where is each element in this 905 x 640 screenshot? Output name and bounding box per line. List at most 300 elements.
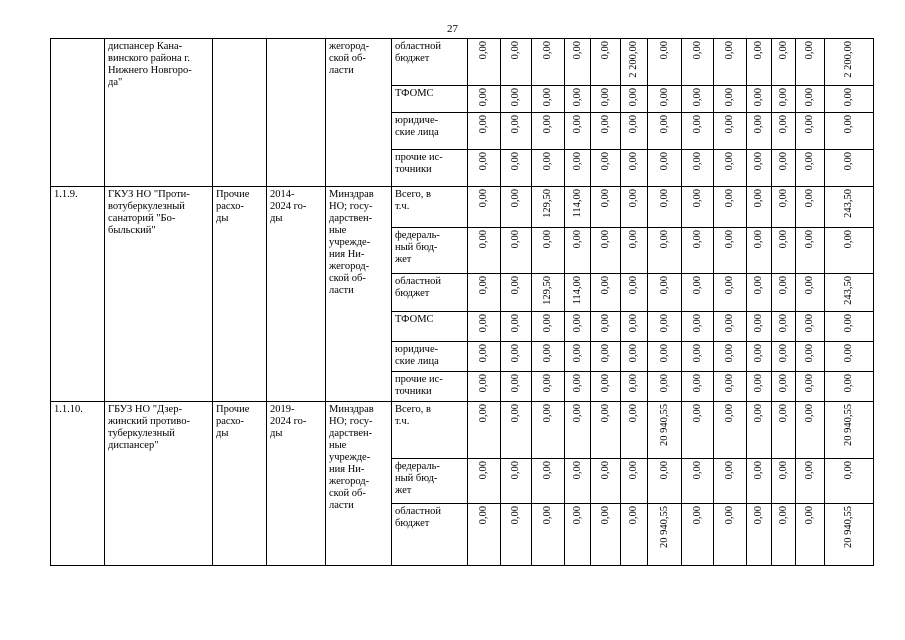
amount-cell <box>468 459 501 504</box>
amount-value: 0,00 <box>753 314 764 333</box>
amount-cell <box>501 312 532 342</box>
amount-cell <box>565 504 591 566</box>
amount-cell <box>565 402 591 459</box>
row-code: 1.1.10. <box>51 402 105 566</box>
amount-value: 0,00 <box>628 404 639 423</box>
amount-value: 0,00 <box>658 461 670 480</box>
amount-cell <box>621 274 648 312</box>
amount-value: 0,00 <box>777 276 789 295</box>
amount-value: 0,00 <box>691 88 703 107</box>
amount-cell <box>825 228 874 274</box>
amount-cell <box>468 312 501 342</box>
amount-value: 0,00 <box>658 374 670 393</box>
amount-value: 0,00 <box>804 88 815 107</box>
amount-cell <box>747 402 772 459</box>
amount-value: 114,00 <box>571 276 583 305</box>
amount-cell <box>714 459 747 504</box>
amount-cell <box>468 504 501 566</box>
amount-cell <box>591 312 621 342</box>
amount-cell <box>747 187 772 228</box>
amount-value: 243,50 <box>843 189 854 219</box>
amount-value: 0,00 <box>571 41 583 60</box>
amount-value: 0,00 <box>510 276 521 295</box>
amount-cell <box>532 187 565 228</box>
amount-cell <box>621 342 648 372</box>
amount-value: 0,00 <box>571 506 583 525</box>
amount-value: 0,00 <box>724 41 735 60</box>
amount-cell <box>532 39 565 86</box>
amount-cell <box>501 274 532 312</box>
amount-cell <box>772 312 796 342</box>
amount-cell <box>468 274 501 312</box>
institution-name: диспансер Кана- винского района г. Нижнего Новгоро- да" <box>105 39 213 187</box>
amount-cell <box>468 402 501 459</box>
funding-source: ТФОМС <box>392 312 468 342</box>
amount-cell <box>747 150 772 187</box>
amount-cell <box>532 228 565 274</box>
amount-cell <box>772 504 796 566</box>
amount-cell <box>621 402 648 459</box>
amount-cell <box>532 86 565 113</box>
amount-value: 0,00 <box>777 404 789 423</box>
funding-source: прочие ис- точники <box>392 150 468 187</box>
expense-type: Прочие расхо- ды <box>213 402 267 566</box>
amount-value: 0,00 <box>658 189 670 208</box>
amount-value: 0,00 <box>599 115 611 134</box>
amount-value: 0,00 <box>777 189 789 208</box>
amount-cell <box>796 342 825 372</box>
amount-cell <box>648 504 682 566</box>
amount-value: 20 940,55 <box>843 506 854 549</box>
amount-value: 129,50 <box>542 276 553 306</box>
amount-cell <box>682 150 714 187</box>
amount-value: 0,00 <box>804 314 815 333</box>
amount-value: 0,00 <box>724 230 735 249</box>
amount-value: 0,00 <box>510 374 521 393</box>
amount-value: 0,00 <box>571 115 583 134</box>
amount-value: 0,00 <box>658 115 670 134</box>
amount-value: 0,00 <box>628 276 639 295</box>
amount-cell <box>532 274 565 312</box>
amount-cell <box>468 187 501 228</box>
amount-value: 0,00 <box>599 404 611 423</box>
amount-cell <box>648 187 682 228</box>
amount-value: 0,00 <box>691 230 703 249</box>
amount-value: 0,00 <box>510 189 521 208</box>
amount-cell <box>714 187 747 228</box>
amount-value: 0,00 <box>777 115 789 134</box>
amount-value: 0,00 <box>724 115 735 134</box>
amount-value: 0,00 <box>542 506 553 525</box>
amount-value: 0,00 <box>542 314 553 333</box>
amount-value: 0,00 <box>571 404 583 423</box>
amount-value: 0,00 <box>478 41 489 60</box>
amount-cell <box>501 402 532 459</box>
amount-value: 0,00 <box>724 152 735 171</box>
amount-value: 0,00 <box>724 88 735 107</box>
amount-cell <box>621 86 648 113</box>
amount-value: 0,00 <box>691 189 703 208</box>
amount-value: 0,00 <box>478 344 489 363</box>
amount-value: 0,00 <box>599 374 611 393</box>
amount-value: 0,00 <box>753 230 764 249</box>
amount-value: 0,00 <box>691 41 703 60</box>
amount-value: 0,00 <box>804 152 815 171</box>
amount-cell <box>591 113 621 150</box>
funding-source: юридиче- ские лица <box>392 342 468 372</box>
amount-value: 20 940,55 <box>658 404 670 447</box>
amount-value: 0,00 <box>542 404 553 423</box>
funding-source: Всего, в т.ч. <box>392 187 468 228</box>
amount-cell <box>772 113 796 150</box>
amount-value: 0,00 <box>753 88 764 107</box>
amount-value: 0,00 <box>658 41 670 60</box>
amount-cell <box>825 372 874 402</box>
amount-value: 0,00 <box>599 41 611 60</box>
amount-cell <box>772 372 796 402</box>
amount-value: 0,00 <box>478 374 489 393</box>
table-row <box>51 402 874 459</box>
amount-value: 0,00 <box>658 314 670 333</box>
amount-cell <box>468 113 501 150</box>
amount-cell <box>714 150 747 187</box>
amount-cell <box>648 402 682 459</box>
amount-value: 0,00 <box>599 189 611 208</box>
amount-cell <box>682 86 714 113</box>
amount-cell <box>714 342 747 372</box>
amount-cell <box>747 372 772 402</box>
funding-source: юридиче- ские лица <box>392 113 468 150</box>
amount-value: 0,00 <box>599 461 611 480</box>
amount-cell <box>621 372 648 402</box>
amount-cell <box>591 342 621 372</box>
amount-value: 0,00 <box>691 461 703 480</box>
amount-value: 2 200,00 <box>843 41 854 78</box>
amount-cell <box>714 113 747 150</box>
executor: жегород- ской об- ласти <box>326 39 392 187</box>
amount-value: 0,00 <box>691 404 703 423</box>
amount-value: 0,00 <box>804 41 815 60</box>
amount-value: 0,00 <box>510 344 521 363</box>
amount-value: 0,00 <box>599 314 611 333</box>
amount-value: 0,00 <box>599 276 611 295</box>
amount-cell <box>532 150 565 187</box>
amount-value: 0,00 <box>843 230 854 249</box>
amount-cell <box>796 113 825 150</box>
amount-value: 0,00 <box>724 404 735 423</box>
amount-cell <box>648 459 682 504</box>
amount-value: 0,00 <box>599 230 611 249</box>
amount-cell <box>682 342 714 372</box>
funding-source: прочие ис- точники <box>392 372 468 402</box>
amount-value: 0,00 <box>658 230 670 249</box>
amount-cell <box>532 402 565 459</box>
amount-value: 0,00 <box>599 344 611 363</box>
amount-cell <box>468 342 501 372</box>
amount-cell <box>796 150 825 187</box>
amount-cell <box>772 150 796 187</box>
amount-cell <box>591 86 621 113</box>
amount-cell <box>714 228 747 274</box>
amount-cell <box>747 504 772 566</box>
amount-value: 0,00 <box>542 152 553 171</box>
amount-cell <box>682 39 714 86</box>
amount-cell <box>532 342 565 372</box>
amount-cell <box>796 312 825 342</box>
amount-cell <box>825 459 874 504</box>
amount-value: 114,00 <box>571 189 583 218</box>
amount-cell <box>772 228 796 274</box>
amount-value: 0,00 <box>628 152 639 171</box>
amount-cell <box>648 39 682 86</box>
amount-cell <box>796 372 825 402</box>
amount-cell <box>682 228 714 274</box>
amount-value: 0,00 <box>510 88 521 107</box>
funding-source: областной бюджет <box>392 274 468 312</box>
amount-cell <box>714 504 747 566</box>
amount-value: 0,00 <box>571 344 583 363</box>
funding-source: областной бюджет <box>392 504 468 566</box>
amount-cell <box>747 342 772 372</box>
amount-value: 0,00 <box>724 189 735 208</box>
funding-source: федераль- ный бюд- жет <box>392 228 468 274</box>
amount-cell <box>714 312 747 342</box>
amount-value: 0,00 <box>478 88 489 107</box>
table-row <box>51 39 874 86</box>
amount-cell <box>501 113 532 150</box>
amount-cell <box>796 274 825 312</box>
amount-cell <box>648 372 682 402</box>
amount-value: 0,00 <box>510 115 521 134</box>
amount-cell <box>747 113 772 150</box>
amount-value: 0,00 <box>843 314 854 333</box>
amount-value: 0,00 <box>571 314 583 333</box>
amount-cell <box>648 228 682 274</box>
amount-cell <box>621 187 648 228</box>
amount-cell <box>682 372 714 402</box>
amount-value: 0,00 <box>628 230 639 249</box>
amount-cell <box>825 187 874 228</box>
amount-cell <box>501 228 532 274</box>
amount-value: 0,00 <box>628 88 639 107</box>
period: 2019- 2024 го- ды <box>267 402 326 566</box>
amount-cell <box>796 86 825 113</box>
amount-cell <box>825 39 874 86</box>
amount-value: 0,00 <box>777 506 789 525</box>
amount-cell <box>747 86 772 113</box>
amount-value: 20 940,55 <box>658 506 670 549</box>
amount-cell <box>796 228 825 274</box>
amount-cell <box>825 402 874 459</box>
amount-value: 0,00 <box>599 88 611 107</box>
amount-cell <box>565 228 591 274</box>
amount-cell <box>682 312 714 342</box>
executor: Минздрав НО; госу- дарствен- ные учрежде- ния Ни- жегород- ской об- ласти <box>326 187 392 402</box>
amount-value: 0,00 <box>542 88 553 107</box>
amount-cell <box>621 504 648 566</box>
amount-value: 0,00 <box>628 314 639 333</box>
amount-value: 0,00 <box>542 344 553 363</box>
amount-cell <box>591 504 621 566</box>
amount-cell <box>648 150 682 187</box>
amount-cell <box>501 39 532 86</box>
amount-cell <box>501 187 532 228</box>
amount-value: 0,00 <box>804 461 815 480</box>
amount-value: 0,00 <box>843 344 854 363</box>
amount-cell <box>501 150 532 187</box>
amount-cell <box>565 274 591 312</box>
amount-cell <box>532 504 565 566</box>
amount-value: 0,00 <box>478 404 489 423</box>
amount-cell <box>621 459 648 504</box>
amount-cell <box>772 187 796 228</box>
amount-value: 0,00 <box>777 344 789 363</box>
amount-cell <box>772 274 796 312</box>
table-row <box>51 187 874 228</box>
amount-cell <box>565 39 591 86</box>
amount-cell <box>468 372 501 402</box>
amount-cell <box>621 312 648 342</box>
amount-cell <box>565 342 591 372</box>
amount-value: 0,00 <box>804 344 815 363</box>
amount-value: 243,50 <box>843 276 854 306</box>
amount-value: 0,00 <box>724 506 735 525</box>
amount-cell <box>648 274 682 312</box>
amount-cell <box>501 342 532 372</box>
amount-value: 0,00 <box>753 115 764 134</box>
amount-cell <box>468 39 501 86</box>
amount-cell <box>796 504 825 566</box>
amount-cell <box>621 113 648 150</box>
amount-cell <box>468 228 501 274</box>
amount-cell <box>682 113 714 150</box>
amount-value: 0,00 <box>628 374 639 393</box>
amount-value: 0,00 <box>571 461 583 480</box>
amount-value: 0,00 <box>753 276 764 295</box>
amount-value: 0,00 <box>691 276 703 295</box>
amount-cell <box>591 274 621 312</box>
amount-value: 0,00 <box>478 230 489 249</box>
amount-value: 0,00 <box>510 314 521 333</box>
amount-value: 0,00 <box>777 374 789 393</box>
amount-value: 0,00 <box>510 230 521 249</box>
amount-cell <box>714 274 747 312</box>
amount-value: 0,00 <box>599 506 611 525</box>
amount-cell <box>468 86 501 113</box>
amount-value: 0,00 <box>724 314 735 333</box>
amount-value: 0,00 <box>478 276 489 295</box>
amount-value: 0,00 <box>777 230 789 249</box>
expense-type <box>213 39 267 187</box>
amount-cell <box>621 39 648 86</box>
amount-value: 0,00 <box>691 314 703 333</box>
amount-value: 0,00 <box>628 506 639 525</box>
amount-value: 0,00 <box>478 314 489 333</box>
amount-cell <box>501 459 532 504</box>
amount-cell <box>591 372 621 402</box>
amount-value: 0,00 <box>599 152 611 171</box>
amount-cell <box>714 372 747 402</box>
amount-value: 0,00 <box>804 276 815 295</box>
amount-cell <box>682 504 714 566</box>
amount-value: 0,00 <box>753 374 764 393</box>
amount-cell <box>565 86 591 113</box>
amount-value: 0,00 <box>571 152 583 171</box>
amount-value: 0,00 <box>628 115 639 134</box>
amount-value: 0,00 <box>658 88 670 107</box>
amount-cell <box>501 372 532 402</box>
amount-cell <box>565 113 591 150</box>
amount-value: 0,00 <box>804 374 815 393</box>
institution-name: ГКУЗ НО "Проти- вотуберкулезный санаторий "Бо- быльский" <box>105 187 213 402</box>
amount-cell <box>825 113 874 150</box>
amount-value: 0,00 <box>777 152 789 171</box>
amount-value: 0,00 <box>542 115 553 134</box>
row-code: 1.1.9. <box>51 187 105 402</box>
amount-value: 0,00 <box>658 276 670 295</box>
amount-cell <box>747 274 772 312</box>
amount-cell <box>532 312 565 342</box>
amount-cell <box>565 150 591 187</box>
funding-table <box>50 38 874 566</box>
amount-cell <box>772 39 796 86</box>
amount-value: 0,00 <box>804 506 815 525</box>
amount-cell <box>747 228 772 274</box>
amount-cell <box>648 312 682 342</box>
amount-cell <box>501 86 532 113</box>
amount-value: 0,00 <box>478 189 489 208</box>
amount-cell <box>648 342 682 372</box>
amount-value: 0,00 <box>724 344 735 363</box>
amount-value: 0,00 <box>753 41 764 60</box>
amount-value: 0,00 <box>777 41 789 60</box>
amount-cell <box>772 342 796 372</box>
amount-cell <box>591 39 621 86</box>
amount-value: 0,00 <box>753 404 764 423</box>
funding-source: областной бюджет <box>392 39 468 86</box>
amount-cell <box>591 228 621 274</box>
amount-value: 0,00 <box>510 506 521 525</box>
amount-cell <box>682 187 714 228</box>
amount-value: 0,00 <box>542 230 553 249</box>
amount-cell <box>825 150 874 187</box>
amount-cell <box>714 86 747 113</box>
row-code <box>51 39 105 187</box>
amount-value: 0,00 <box>691 374 703 393</box>
amount-cell <box>682 402 714 459</box>
amount-value: 0,00 <box>777 461 789 480</box>
amount-value: 0,00 <box>843 88 854 107</box>
amount-value: 0,00 <box>804 230 815 249</box>
amount-cell <box>714 39 747 86</box>
amount-cell <box>825 274 874 312</box>
amount-value: 0,00 <box>753 461 764 480</box>
amount-cell <box>796 187 825 228</box>
executor: Минздрав НО; госу- дарствен- ные учрежде- ния Ни- жегород- ской об- ласти <box>326 402 392 566</box>
page-number: 27 <box>447 23 458 35</box>
amount-value: 0,00 <box>571 230 583 249</box>
period <box>267 39 326 187</box>
amount-value: 0,00 <box>478 506 489 525</box>
amount-value: 0,00 <box>691 344 703 363</box>
amount-value: 0,00 <box>510 41 521 60</box>
amount-cell <box>565 187 591 228</box>
amount-value: 0,00 <box>571 374 583 393</box>
amount-cell <box>796 39 825 86</box>
amount-cell <box>565 372 591 402</box>
amount-value: 0,00 <box>628 189 639 208</box>
amount-cell <box>591 150 621 187</box>
